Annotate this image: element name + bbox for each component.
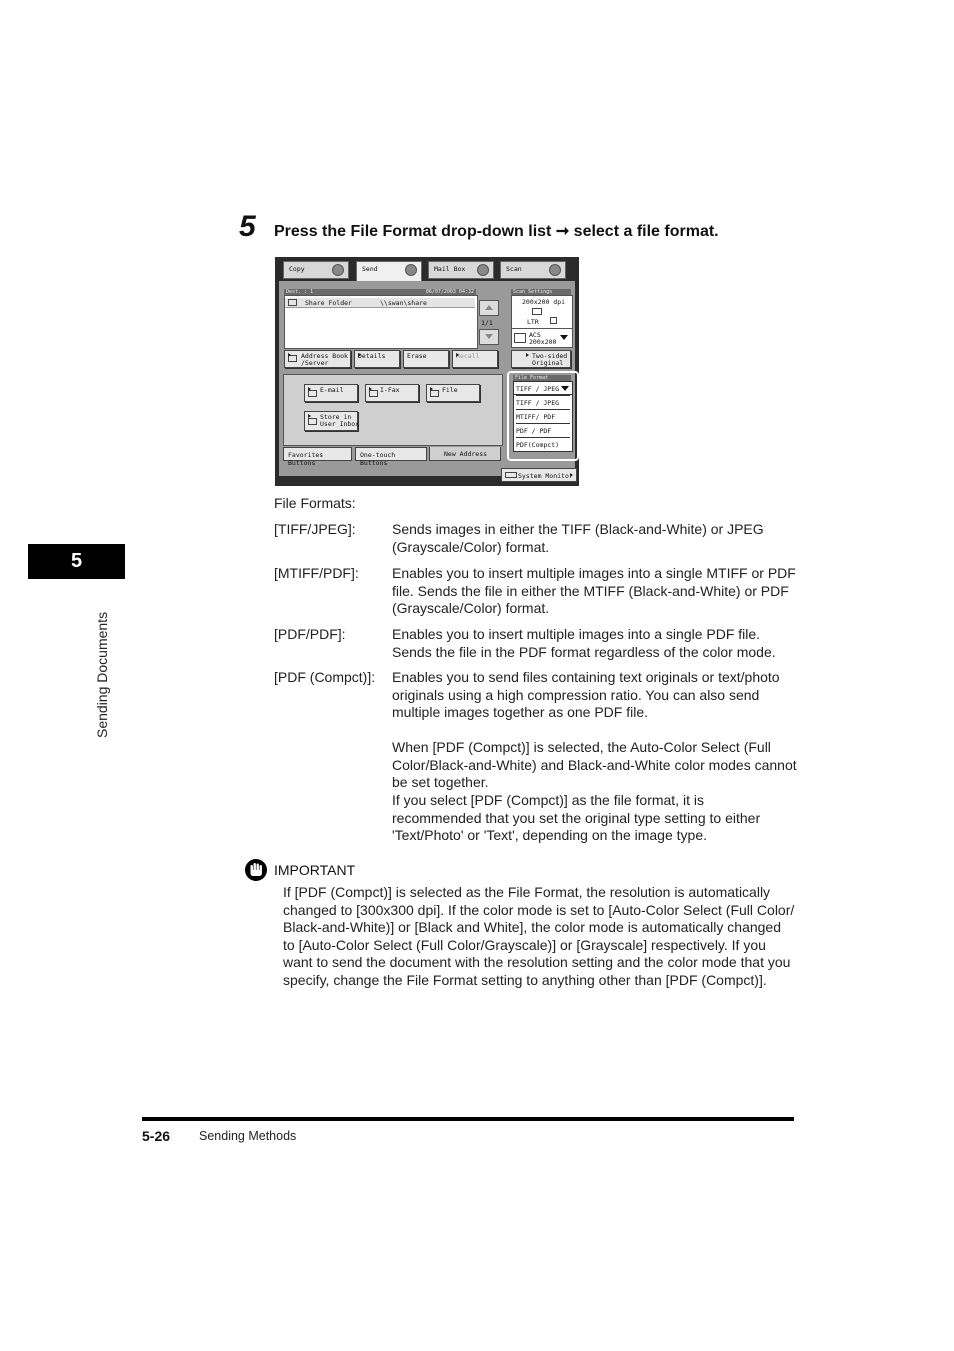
inbox-icon [308, 418, 317, 425]
ifax-button[interactable] [365, 384, 419, 402]
email-icon [308, 390, 317, 397]
resolution-value: 200x200 dpi [522, 298, 566, 306]
acs-label: ACS [529, 331, 541, 339]
chapter-title: Sending Documents [94, 611, 110, 738]
format-description: Enables you to insert multiple images into a single PDF file. Sends the file in the PDF format regardless of the color mode. [392, 626, 776, 660]
store-in-user-inbox-button[interactable] [304, 411, 358, 431]
arrow-right-icon [430, 387, 433, 391]
system-monitor-button[interactable] [501, 468, 577, 482]
arrow-right-icon [526, 353, 529, 357]
button-label: Two-sided Original [532, 352, 568, 367]
orientation-icon [550, 317, 557, 324]
send-type-area [283, 374, 503, 446]
arrow-right-icon [369, 387, 372, 391]
option-label: PDF(Compct) [516, 441, 560, 449]
arrow-right-icon [358, 353, 361, 357]
button-label: Store in User Inbox [320, 413, 360, 428]
important-hand-icon [244, 858, 268, 882]
chapter-side-label [94, 588, 114, 738]
send-work-area [279, 281, 575, 476]
arrow-right-icon [570, 473, 573, 477]
page-indicator: 1/1 [481, 319, 493, 327]
format-description: Sends images in either the TIFF (Black-and-White) or JPEG (Grayscale/Color) format. [392, 521, 764, 555]
option-label: PDF / PDF [516, 427, 552, 435]
format-description: Enables you to insert multiple images into a single MTIFF or PDF file. Sends the file in either the MTIFF (Black-and-White) or PDF (Grayscale/Color) format. [392, 565, 796, 617]
tab-label: Favorites Buttons [288, 451, 324, 467]
address-book-button[interactable] [284, 350, 351, 368]
footer-section-title: Sending Methods [199, 1129, 297, 1143]
tab-scan[interactable] [500, 261, 566, 279]
arrow-up-icon [485, 305, 493, 310]
destination-list[interactable] [284, 295, 478, 349]
file-format-option[interactable] [516, 423, 570, 437]
tab-label: Mail Box [434, 265, 466, 273]
email-button[interactable] [304, 384, 358, 402]
button-label: Details [358, 352, 386, 360]
tab-copy[interactable] [283, 261, 349, 279]
file-button[interactable] [426, 384, 480, 402]
arrow-down-icon [485, 334, 493, 339]
tab-label: Scan [506, 265, 522, 273]
compct-recommendation: If you select [PDF (Compct)] as the file format, it is recommended that you set the original type setting to either 'Text/Photo' or 'Text', depending on the image type. [392, 792, 761, 844]
color-mode-dropdown[interactable] [511, 328, 573, 348]
destination-row[interactable] [285, 298, 475, 308]
scan-icon [549, 264, 561, 276]
format-term: [PDF/PDF]: [274, 626, 346, 642]
file-format-options [513, 394, 573, 452]
page-number: 5-26 [142, 1128, 171, 1144]
scroll-down-button[interactable] [479, 329, 499, 345]
copy-icon [332, 264, 344, 276]
tab-new-address[interactable] [429, 447, 501, 461]
scan-settings-box [511, 295, 573, 329]
file-format-panel [507, 371, 579, 461]
button-label: Erase [407, 352, 427, 360]
button-label: Recall [456, 352, 480, 360]
arrow-right-icon [308, 387, 311, 391]
dest-path: \\swan\share [380, 299, 427, 307]
step-instruction: Press the File Format drop-down list ➞ select a file format. [274, 223, 719, 240]
tab-label: One-touch Buttons [360, 451, 396, 467]
file-format-dropdown[interactable] [513, 381, 573, 395]
tab-favorites-buttons[interactable] [283, 447, 352, 467]
date-time: 06/07/2003 04:32 [425, 289, 474, 295]
format-term: [MTIFF/PDF]: [274, 565, 359, 581]
recall-button[interactable] [452, 350, 498, 368]
acs-icon [514, 333, 526, 343]
send-icon [405, 264, 417, 276]
compct-note: When [PDF (Compct)] is selected, the Auto-Color Select (Full Color/Black-and-White) and Black-and-White color modes cannot be set together. [392, 739, 797, 791]
mailbox-icon [477, 264, 489, 276]
details-button[interactable] [354, 350, 400, 368]
dest-count: Dest. : 1 [286, 289, 314, 295]
format-term: [TIFF/JPEG]: [274, 521, 356, 537]
tab-mail-box[interactable] [428, 261, 494, 279]
arrow-right-icon [288, 353, 291, 357]
option-label: TIFF / JPEG [516, 399, 560, 407]
format-term: [PDF (Compct)]: [274, 669, 376, 685]
tab-send[interactable] [356, 261, 422, 281]
file-format-option[interactable] [516, 395, 570, 409]
scan-settings-label: Scan Settings [513, 289, 553, 295]
ifax-icon [369, 390, 378, 397]
tab-label: Send [362, 265, 378, 273]
button-label: I-Fax [380, 386, 400, 394]
format-description: Enables you to send files containing text originals or text/photo originals using a high compression ratio. You can also send multiple images together as one PDF file. [392, 669, 780, 721]
chapter-number-tab: 5 [28, 544, 125, 579]
important-label: IMPORTANT [274, 862, 356, 878]
file-formats-title: File Formats: [274, 495, 356, 511]
option-label: MTIFF/ PDF [516, 413, 556, 421]
file-format-option[interactable] [516, 409, 570, 423]
tab-one-touch-buttons[interactable] [355, 447, 427, 467]
dropdown-arrow-icon [560, 335, 568, 340]
device-screen [275, 257, 579, 486]
button-label: Address Book /Server [301, 352, 348, 367]
folder-icon [288, 299, 297, 306]
tab-label: New Address [444, 450, 488, 458]
paper-size: LTR [527, 318, 539, 326]
footer-rule [142, 1117, 794, 1121]
dest-type: Share Folder [305, 299, 352, 307]
monitor-icon [505, 472, 517, 478]
file-icon [430, 390, 439, 397]
scroll-up-button[interactable] [479, 300, 499, 316]
arrow-right-icon [456, 353, 459, 357]
file-format-selected: TIFF / JPEG [516, 385, 560, 393]
file-format-option[interactable] [516, 437, 570, 451]
button-label: E-mail [320, 386, 344, 394]
acs-value: 200x200 [529, 338, 557, 346]
file-format-label: File Format [515, 375, 549, 381]
erase-button[interactable] [403, 350, 449, 368]
dropdown-arrow-icon [561, 386, 569, 391]
step-number: 5 [239, 210, 256, 243]
two-sided-original-button[interactable] [511, 350, 571, 368]
important-text: If [PDF (Compct)] is selected as the File Format, the resolution is automatically changed to [300x300 dpi]. If the color mode is set to [Auto-Color Select (Full Color/ Black-and-White)] or [Black and White], the color mode is automatically changed to [Auto-Color Select (Full Color/Grayscale)] or [Grayscale] respectively. If you want to send the document with the resolution setting and the color mode that you specify, change the File Format setting to anything other than [PDF (Compct)]. [283, 884, 795, 988]
color-mode-icon [532, 308, 542, 315]
arrow-right-icon [308, 414, 311, 418]
button-label: File [442, 386, 458, 394]
button-label: System Monitor [518, 472, 573, 480]
tab-label: Copy [289, 265, 305, 273]
